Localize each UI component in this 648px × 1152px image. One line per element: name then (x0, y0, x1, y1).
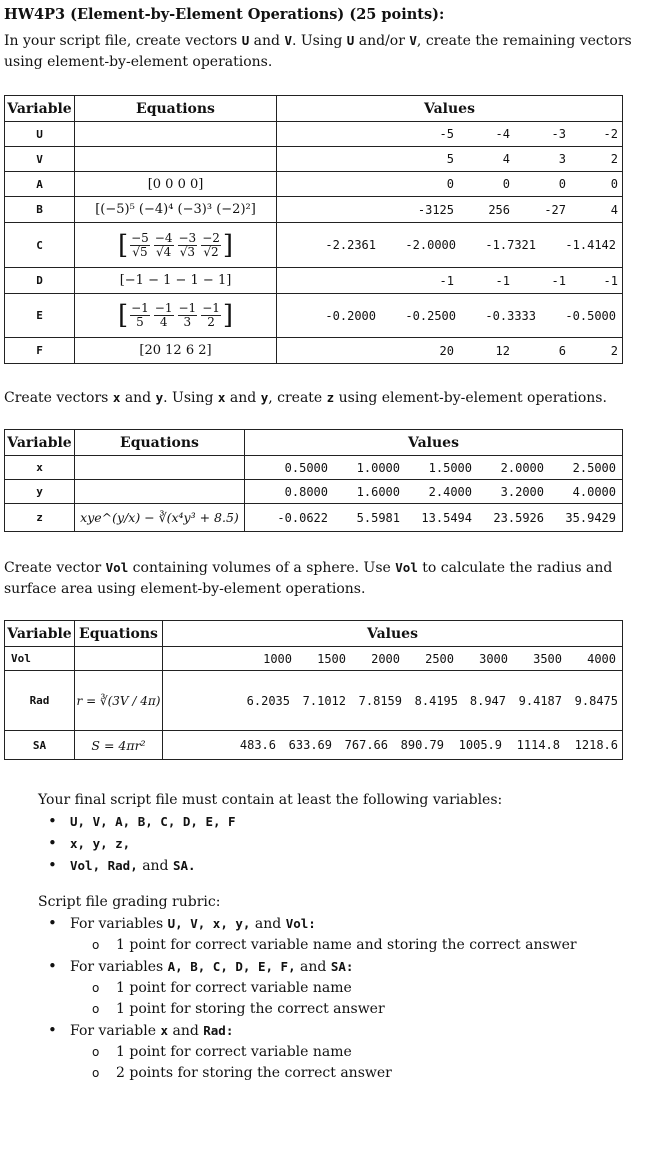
col-header-variable: Variable (5, 621, 75, 647)
values-cell (245, 456, 623, 480)
equation-cell (75, 294, 277, 338)
table-row (5, 147, 623, 172)
value: -1 (551, 273, 566, 288)
value: 7.1012 (302, 693, 346, 708)
value: 1500 (317, 651, 346, 666)
value: 9.8475 (574, 693, 618, 708)
fraction (178, 302, 198, 329)
table-vectors-uv (4, 95, 623, 364)
value: 1000 (263, 651, 292, 666)
value: 1.6000 (356, 484, 400, 499)
value: -0.3333 (485, 308, 536, 323)
list-text: For variables (70, 959, 164, 975)
value: -0.0622 (277, 510, 328, 525)
var-U: U (346, 33, 355, 48)
value: 8.4195 (414, 693, 458, 708)
var-x: x (217, 390, 226, 405)
rubric-sublist (24, 1042, 638, 1084)
equation-cell (75, 122, 277, 147)
matrix-bracket: ] (222, 230, 234, 260)
section-3-paragraph (4, 557, 634, 600)
var-list: x (160, 1023, 169, 1038)
value: -2 (603, 127, 618, 141)
var-list: Vol: (285, 916, 316, 931)
values-cell (245, 480, 623, 504)
list-text: and (172, 1023, 199, 1039)
value: 6.2035 (246, 693, 290, 708)
var-cell: U (5, 122, 75, 147)
value: 12 (495, 343, 510, 358)
rubric-section (38, 892, 638, 1084)
numerator: −1 (178, 301, 197, 315)
var-list: Rad: (203, 1023, 234, 1038)
para-text: containing volumes of a sphere. Use (132, 560, 391, 576)
value: 2000 (371, 651, 400, 666)
table-row (5, 268, 623, 294)
list-item: o 1 point for correct variable name (24, 1042, 638, 1063)
intro-paragraph (4, 30, 634, 73)
values-cell (277, 268, 623, 294)
value: 8.947 (469, 693, 506, 708)
value: 5.5981 (356, 510, 400, 525)
value: 3500 (533, 651, 562, 666)
rubric-list (24, 956, 638, 978)
value: 1005.9 (458, 738, 502, 752)
value: -27 (544, 202, 566, 217)
intro-text: . Using (291, 33, 343, 49)
numerator: −1 (202, 301, 220, 315)
value: 3000 (479, 651, 508, 666)
rubric-heading: Script file grading rubric: (38, 894, 221, 910)
table-row (5, 731, 623, 760)
var-list: U, V, x, y, (167, 916, 251, 931)
var-list: SA. (172, 858, 196, 873)
equation-cell: [(−5)⁵ (−4)⁴ (−3)³ (−2)²] (75, 197, 277, 223)
value: 13.5494 (421, 510, 472, 525)
value: 0.5000 (284, 460, 328, 475)
value: 2.0000 (500, 460, 544, 475)
intro-text: , create the remaining vectors using element-by-element operations. (4, 33, 632, 70)
equation-cell: [−1 − 1 − 1 − 1] (75, 268, 277, 294)
equation-cell (75, 147, 277, 172)
value: -0.2000 (325, 308, 376, 323)
para-text: , create (268, 390, 323, 406)
var-y: y (155, 390, 164, 405)
var-cell: A (5, 172, 75, 197)
final-variables-section (38, 790, 638, 877)
rubric-list (24, 1020, 638, 1042)
var-cell: D (5, 268, 75, 294)
list-item (24, 855, 638, 877)
value: 0 (558, 177, 566, 191)
values-cell (277, 223, 623, 268)
table-sphere (4, 620, 623, 760)
fraction (154, 232, 174, 259)
value: 0.8000 (284, 484, 328, 499)
col-header-equations: Equations (75, 430, 245, 456)
equation-cell: xye^(y/x) − ∛(x⁴y³ + 8.5) (75, 504, 245, 532)
table-row (5, 294, 623, 338)
equation-cell: [0 0 0 0] (75, 172, 277, 197)
equation-cell (75, 647, 163, 671)
value: -1.4142 (565, 238, 616, 252)
col-header-equations: Equations (75, 621, 163, 647)
value: -1 (439, 273, 454, 288)
var-cell: x (5, 456, 75, 480)
list-text: For variables (70, 916, 164, 932)
denominator: √4 (156, 244, 172, 259)
fraction (201, 302, 221, 329)
values-cell (163, 731, 623, 760)
table-row (5, 647, 623, 671)
matrix-bracket: [ (117, 230, 129, 260)
var-cell: z (5, 504, 75, 532)
table-row (5, 504, 623, 532)
value: 5 (446, 152, 454, 166)
value: 2.4000 (428, 484, 472, 499)
value: 4 (610, 202, 618, 217)
value: 3.2000 (500, 484, 544, 499)
equation-cell (75, 223, 277, 268)
value: -1 (495, 273, 510, 288)
value: -5 (439, 127, 454, 141)
value: 1218.6 (574, 738, 618, 752)
var-V: V (409, 33, 417, 48)
var-Vol: Vol (105, 560, 129, 575)
value: 9.4187 (518, 693, 562, 708)
list-item: o 1 point for correct variable name (24, 978, 638, 999)
para-text: and (229, 390, 257, 406)
value: 4.0000 (572, 484, 616, 499)
value: 2500 (425, 651, 454, 666)
equation-cell (75, 456, 245, 480)
values-cell (277, 147, 623, 172)
intro-text: In your script file, create vectors (4, 33, 238, 49)
value: 1.0000 (356, 460, 400, 475)
value: 4000 (587, 651, 616, 666)
var-list: U, V, A, B, C, D, E, F (70, 814, 236, 829)
rubric-sublist (24, 935, 638, 956)
list-item (24, 833, 638, 855)
numerator: −1 (131, 301, 149, 315)
para-text: using element-by-element operations. (338, 390, 607, 406)
numerator: −3 (178, 230, 197, 245)
intro-text: and/or (358, 33, 405, 49)
list-text: For variable (70, 1023, 157, 1039)
list-item: o 1 point for storing the correct answer (24, 999, 638, 1020)
value: 7.8159 (358, 693, 402, 708)
list-text: and (300, 959, 327, 975)
var-cell: y (5, 480, 75, 504)
page-title: HW4P3 (Element-by-Element Operations) (25 points): (4, 6, 445, 23)
value: -2.0000 (405, 238, 456, 252)
matrix-bracket: [ (117, 300, 129, 331)
fraction (201, 232, 221, 259)
table-row (5, 223, 623, 268)
var-list: Vol, Rad, (70, 858, 138, 873)
var-z: z (326, 390, 335, 405)
table-row (5, 456, 623, 480)
value: -3125 (417, 202, 454, 217)
list-text: and (254, 916, 282, 932)
var-cell: Rad (5, 671, 75, 731)
list-item (24, 956, 638, 978)
value: -0.5000 (565, 308, 616, 323)
col-header-variable: Variable (5, 96, 75, 122)
fraction (130, 302, 150, 329)
value: -2.2361 (325, 238, 376, 252)
fraction (178, 232, 198, 259)
value: 20 (439, 343, 454, 358)
var-cell: V (5, 147, 75, 172)
para-text: and (124, 390, 152, 406)
table-row (5, 480, 623, 504)
value: -0.2500 (405, 308, 456, 323)
list-item: o 1 point for correct variable name and storing the correct answer (24, 935, 638, 956)
numerator: −1 (154, 301, 173, 315)
values-cell (163, 671, 623, 731)
denominator: √3 (179, 244, 195, 259)
var-cell: B (5, 197, 75, 223)
fraction (130, 232, 150, 259)
list-item (24, 1020, 638, 1042)
var-list: A, B, C, D, E, F, (167, 959, 296, 974)
var-Vol: Vol (395, 560, 418, 575)
value: 2 (610, 152, 618, 166)
values-cell (245, 504, 623, 532)
numerator: −2 (202, 230, 220, 245)
denominator: √2 (203, 244, 219, 259)
table-row (5, 197, 623, 223)
value: 256 (488, 202, 510, 217)
value: 6 (558, 343, 566, 358)
var-x: x (112, 390, 121, 405)
list-item (24, 913, 638, 935)
value: -1.7321 (485, 238, 536, 252)
values-cell (277, 197, 623, 223)
intro-text: and (253, 33, 280, 49)
values-cell (277, 338, 623, 364)
value: 23.5926 (493, 510, 544, 525)
denominator: 5 (136, 315, 144, 329)
value: 35.9429 (565, 510, 616, 525)
values-cell (277, 294, 623, 338)
var-cell: E (5, 294, 75, 338)
col-header-variable: Variable (5, 430, 75, 456)
equation-cell: r = ∛(3V / 4π) (75, 671, 163, 731)
section-2-paragraph (4, 387, 634, 409)
value: 0 (446, 177, 454, 191)
rubric-list (24, 913, 638, 935)
value: 4 (502, 152, 510, 166)
table-xyz (4, 429, 623, 532)
value: 3 (558, 152, 566, 166)
numerator: −5 (131, 230, 149, 245)
var-cell: Vol (5, 647, 75, 671)
var-list: SA: (330, 959, 354, 974)
col-header-values: Values (163, 621, 623, 647)
var-list: x, y, z, (70, 836, 131, 851)
col-header-values: Values (277, 96, 623, 122)
para-text: to calculate the radius and surface area using element-by-element operations. (4, 560, 613, 597)
col-header-equations: Equations (75, 96, 277, 122)
denominator: √5 (132, 244, 148, 259)
numerator: −4 (154, 230, 173, 245)
var-y: y (260, 390, 269, 405)
equation-cell: S = 4πr² (75, 731, 163, 760)
value: 0 (610, 177, 618, 191)
var-cell: SA (5, 731, 75, 760)
value: -4 (495, 127, 510, 141)
para-text: Create vector (4, 560, 102, 576)
value: 1.5000 (428, 460, 472, 475)
values-cell (277, 122, 623, 147)
denominator: 4 (159, 315, 168, 329)
table-row (5, 172, 623, 197)
value: 1114.8 (516, 738, 560, 752)
value: 633.69 (288, 738, 332, 752)
values-cell (163, 647, 623, 671)
value: 0 (502, 177, 510, 191)
table-row (5, 671, 623, 731)
list-item: o 2 points for storing the correct answer (24, 1063, 638, 1084)
final-variables-list (24, 811, 638, 877)
list-text: and (142, 858, 169, 874)
value: 767.66 (344, 738, 388, 752)
denominator: 3 (183, 315, 192, 329)
col-header-values: Values (245, 430, 623, 456)
rubric-sublist (24, 978, 638, 1020)
equation-cell: [20 12 6 2] (75, 338, 277, 364)
table-row (5, 338, 623, 364)
equation-cell (75, 480, 245, 504)
var-cell: F (5, 338, 75, 364)
fraction (154, 302, 174, 329)
para-text: . Using (163, 390, 214, 406)
var-cell: C (5, 223, 75, 268)
var-V: V (284, 33, 292, 48)
value: -1 (603, 273, 618, 288)
table-row (5, 122, 623, 147)
denominator: 2 (207, 315, 215, 329)
values-cell (277, 172, 623, 197)
value: 2.5000 (572, 460, 616, 475)
para-text: Create vectors (4, 390, 109, 406)
value: -3 (551, 127, 566, 141)
var-U: U (241, 33, 250, 48)
final-heading: Your final script file must contain at least the following variables: (38, 792, 503, 808)
list-item (24, 811, 638, 833)
value: 890.79 (400, 738, 444, 752)
value: 2 (610, 343, 618, 358)
value: 483.6 (239, 738, 276, 752)
matrix-bracket: ] (222, 300, 234, 331)
